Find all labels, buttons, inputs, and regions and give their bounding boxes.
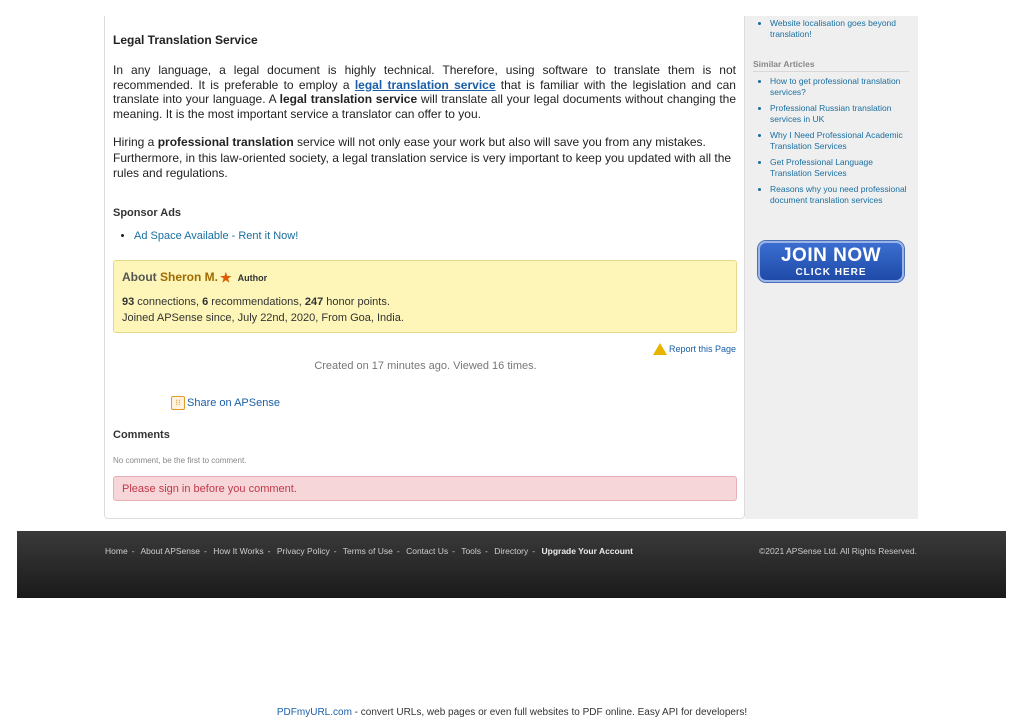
star-icon: ★ [220, 270, 232, 285]
sidebar-top-list [745, 18, 915, 45]
signin-notice[interactable]: Please sign in before you comment. [113, 476, 737, 501]
share-label: Share on APSense [187, 397, 280, 409]
list-item [770, 157, 915, 179]
article-paragraph-1: In any language, a legal document is highly technical. Therefore, using software to translate them is not recommended. It is preferable to employ a legal translation service that is familiar with the legislation and can translate into your language. A legal translation service will translate all your legal documents without changing the meaning. It is the most important service a translator can offer to you. [113, 63, 736, 121]
footer-link-home[interactable]: Home [105, 546, 128, 556]
similar-article-link[interactable]: Get Professional Language Translation Services [770, 157, 874, 178]
footer-link-directory[interactable]: Directory [494, 546, 529, 556]
author-role-badge: Author [237, 273, 268, 283]
footer-link-how-it-works[interactable]: How It Works [213, 546, 264, 556]
similar-articles-list [745, 76, 915, 211]
similar-article-link[interactable]: Professional Russian translation services in UK [770, 103, 892, 124]
list-item [770, 76, 915, 98]
rent-ad-link[interactable]: Ad Space Available - Rent it Now! [134, 230, 299, 242]
footer-nav: Home - About APSense - How It Works - Privacy Policy - Terms of Use - Contact Us - Tools - Directory - Upgrade Your Account [105, 546, 633, 556]
similar-articles-title: Similar Articles [753, 59, 909, 72]
sponsor-title: Sponsor Ads [113, 207, 182, 219]
sponsor-list [113, 230, 298, 242]
footer [17, 531, 1006, 598]
share-button[interactable] [171, 396, 280, 410]
sponsor-item [134, 230, 298, 242]
join-now-button[interactable] [758, 241, 904, 282]
similar-article-link[interactable]: Why I Need Professional Academic Translation Services [770, 130, 903, 151]
legal-translation-link[interactable]: legal translation service [354, 77, 496, 92]
join-now-label: JOIN NOW [780, 245, 882, 266]
article-card [104, 16, 745, 519]
report-page-label: Report this Page [668, 344, 736, 354]
sidebar [745, 16, 918, 519]
list-item [770, 18, 915, 40]
about-author-box [113, 260, 737, 333]
footer-link-about[interactable]: About APSense [140, 546, 200, 556]
report-page-button[interactable] [653, 343, 736, 355]
comments-title: Comments [113, 429, 170, 441]
list-item [770, 184, 915, 206]
author-joined: Joined APSense since, July 22nd, 2020, From Goa, India. [122, 312, 404, 324]
click-here-label: CLICK HERE [795, 267, 867, 278]
author-stats: 93 connections, 6 recommendations, 247 honor points. [122, 296, 390, 308]
similar-article-link[interactable]: How to get professional translation services? [770, 76, 901, 97]
created-info: Created on 17 minutes ago. Viewed 16 times. [314, 360, 537, 372]
author-name-link[interactable]: Sheron M. [160, 270, 219, 284]
footer-link-terms[interactable]: Terms of Use [342, 546, 393, 556]
article-paragraph-2: Hiring a professional translation service will not only ease your work but also will save you from any mistakes. Furthermore, in this law-oriented society, a legal translation service is very important to keep you updated with all the rules and regulations. [113, 135, 732, 180]
share-icon: ⁝⁝ [171, 396, 185, 410]
footer-link-contact[interactable]: Contact Us [406, 546, 449, 556]
warning-icon [653, 343, 667, 355]
similar-article-link[interactable]: Reasons why you need professional document translation services [770, 184, 907, 205]
no-comment-text: No comment, be the first to comment. [113, 456, 247, 465]
footer-link-privacy[interactable]: Privacy Policy [276, 546, 330, 556]
footer-link-upgrade[interactable]: Upgrade Your Account [541, 546, 633, 556]
list-item [770, 103, 915, 125]
copyright: ©2021 APSense Ltd. All Rights Reserved. [759, 546, 917, 556]
about-author-heading: About Sheron M. ★ Author [122, 270, 268, 285]
pdf-banner: PDFmyURL.com - convert URLs, web pages or even full websites to PDF online. Easy API for developers! [276, 707, 748, 718]
sidebar-article-link[interactable]: Website localisation goes beyond translation! [770, 18, 897, 39]
pdfmyurl-link[interactable]: PDFmyURL.com [276, 707, 352, 718]
article-title: Legal Translation Service [113, 33, 258, 47]
footer-link-tools[interactable]: Tools [461, 546, 482, 556]
list-item [770, 130, 915, 152]
